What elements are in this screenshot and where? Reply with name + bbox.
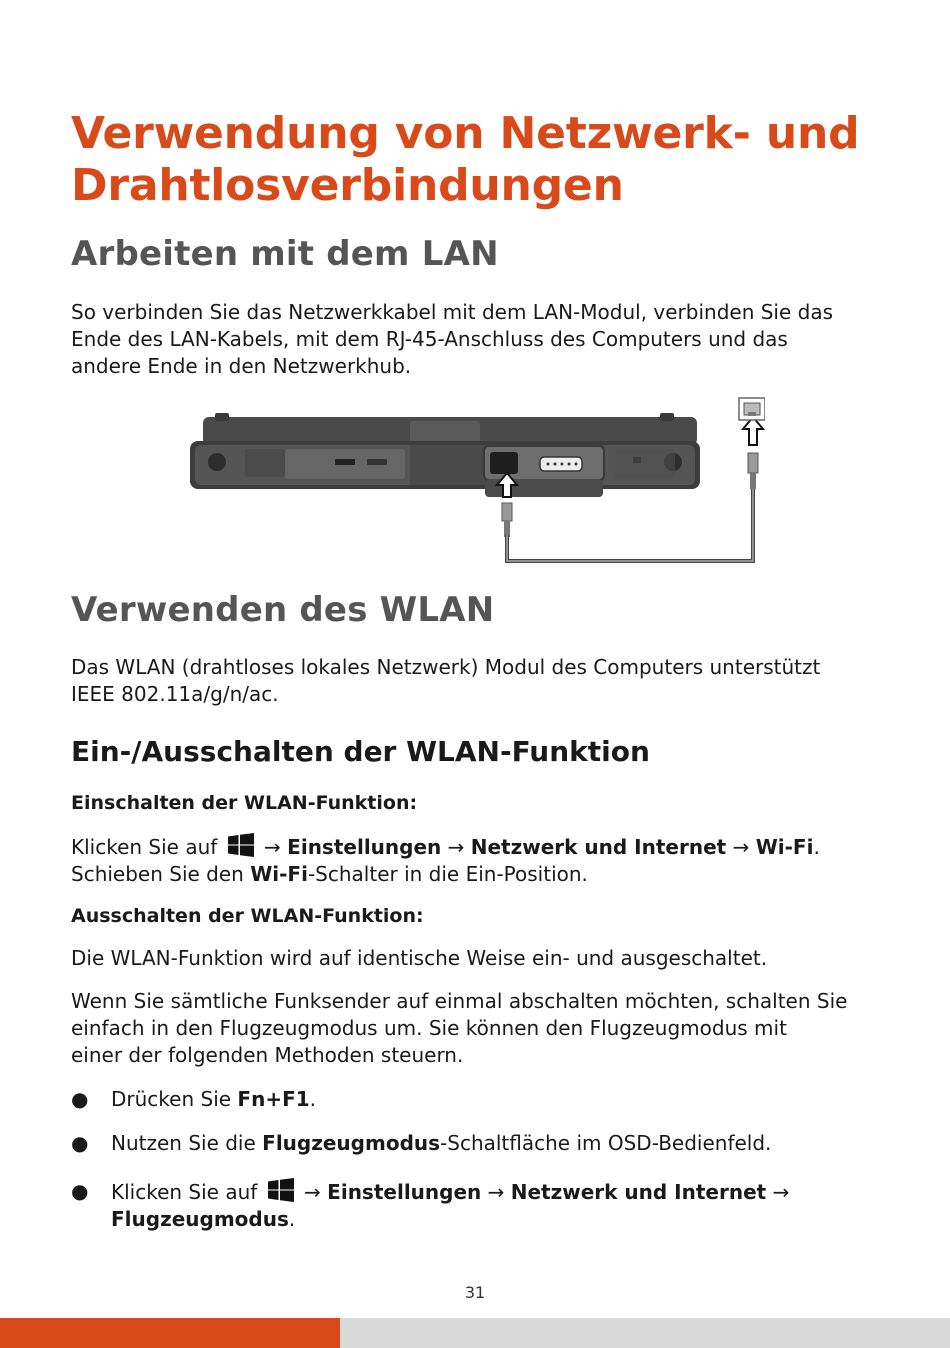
wlan-paragraph: Das WLAN (drahtloses lokales Netzwerk) Modul des Computers unterstützt IEEE 802.11a/g/n/ac. — [71, 655, 821, 706]
windows-logo-icon — [268, 1178, 294, 1202]
windows-logo-icon — [228, 833, 254, 857]
airplane-mode-paragraph: Wenn Sie sämtliche Funksender auf einmal abschalten möchten, schalten Sie einfach in den Flugzeugmodus um. Sie können den Flugzeugmodus mit einer der folgenden Methoden steuern. — [71, 989, 848, 1067]
bullet-symbol: ● — [71, 1131, 89, 1155]
ethernet-jack-icon — [739, 398, 765, 420]
footer-accent-bar — [0, 1318, 340, 1348]
page-title — [71, 108, 859, 212]
wlan-toggle-heading: Ein-/Ausschalten der WLAN-Funktion — [71, 735, 650, 768]
title-line-1: Verwendung von Netzwerk- und — [71, 108, 860, 159]
wlan-heading: Verwenden des WLAN — [71, 590, 495, 630]
network-internet-label: Netzwerk und Internet — [470, 835, 727, 859]
title-line-2: Drahtlosverbindungen — [71, 160, 624, 211]
enable-wlan-heading: Einschalten der WLAN-Funktion: — [71, 792, 418, 814]
disable-wlan-heading: Ausschalten der WLAN-Funktion: — [71, 905, 424, 927]
bullet-symbol: ● — [71, 1179, 89, 1203]
bullet-symbol: ● — [71, 1087, 89, 1111]
wifi-label: Wi-Fi — [755, 835, 814, 859]
enable-wlan-instructions: Klicken Sie auf → Einstellungen → Netzwerk und Internet → Wi-Fi. Schieben Sie den Wi-Fi-Schalter in die Ein-Position. — [71, 835, 820, 886]
settings-label: Einstellungen — [287, 835, 442, 859]
disable-wlan-text: Die WLAN-Funktion wird auf identische Weise ein- und ausgeschaltet. — [71, 946, 768, 970]
page-number: 31 — [464, 1283, 486, 1302]
footer-grey-bar — [340, 1318, 950, 1348]
lan-heading: Arbeiten mit dem LAN — [71, 234, 499, 274]
lan-connection-illustration — [185, 395, 765, 570]
lan-paragraph: So verbinden Sie das Netzwerkkabel mit dem LAN-Modul, verbinden Sie das Ende des LAN-Kabels, mit dem RJ-45-Anschluss des Computers und das andere Ende in den Netzwerkhub. — [71, 300, 834, 378]
